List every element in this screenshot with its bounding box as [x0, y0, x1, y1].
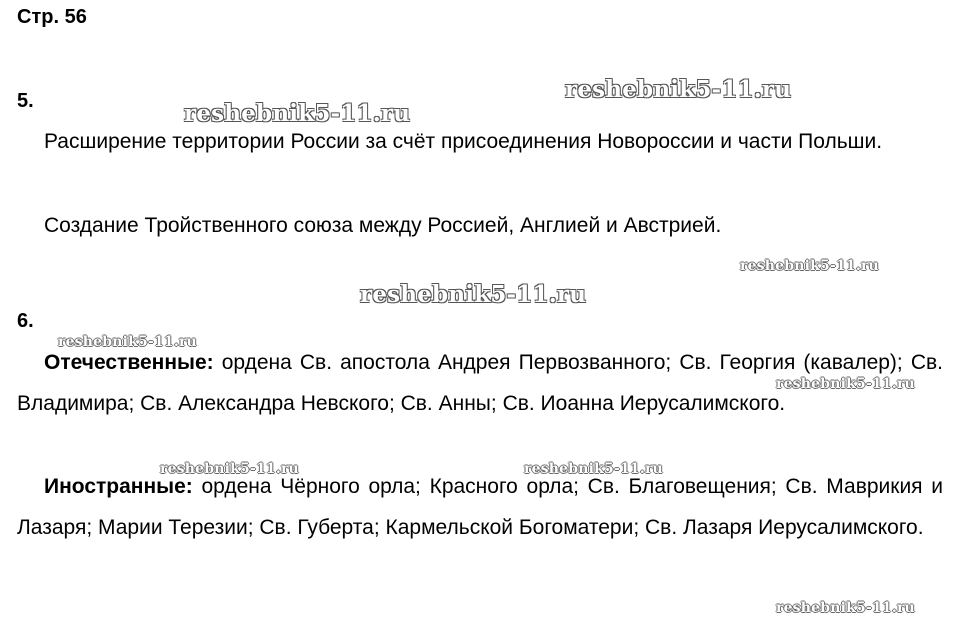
watermark: reshebnik5-11.ru [184, 100, 411, 127]
domestic-label: Отечественные: [44, 351, 214, 374]
watermark: reshebnik5-11.ru [776, 376, 915, 392]
watermark: reshebnik5-11.ru [58, 334, 197, 350]
watermark: reshebnik5-11.ru [524, 461, 663, 477]
task-6-number: 6. [17, 310, 34, 332]
task-5-answer-1: Расширение территории России за счёт присоединения Новороссии и части Польши. [44, 130, 883, 153]
watermark: reshebnik5-11.ru [360, 281, 587, 308]
watermark: reshebnik5-11.ru [740, 258, 879, 274]
watermark: reshebnik5-11.ru [565, 76, 792, 103]
page-number: Стр. 56 [17, 6, 87, 28]
task-6-foreign-orders [17, 466, 943, 548]
foreign-text: ордена Чёрного орла; Красного орла; Св. Благовещения; Св. Маврикия и Лазаря; Марии Терезии; Св. Губерта; Кармельской Богоматери; Св. Лазаря Иерусалимского. [17, 475, 943, 539]
task-5-number: 5. [17, 90, 34, 112]
watermark: reshebnik5-11.ru [160, 461, 299, 477]
domestic-text: ордена Св. апостола Андрея Первозванного; Св. Георгия (кавалер); Св. Владимира; Св. Александра Невского; Св. Анны; Св. Иоанна Иерусалимского. [17, 351, 943, 415]
task-5-answer-2: Создание Тройственного союза между Россией, Англией и Австрией. [44, 214, 722, 237]
watermark: reshebnik5-11.ru [776, 600, 915, 616]
foreign-label: Иностранные: [44, 475, 193, 498]
